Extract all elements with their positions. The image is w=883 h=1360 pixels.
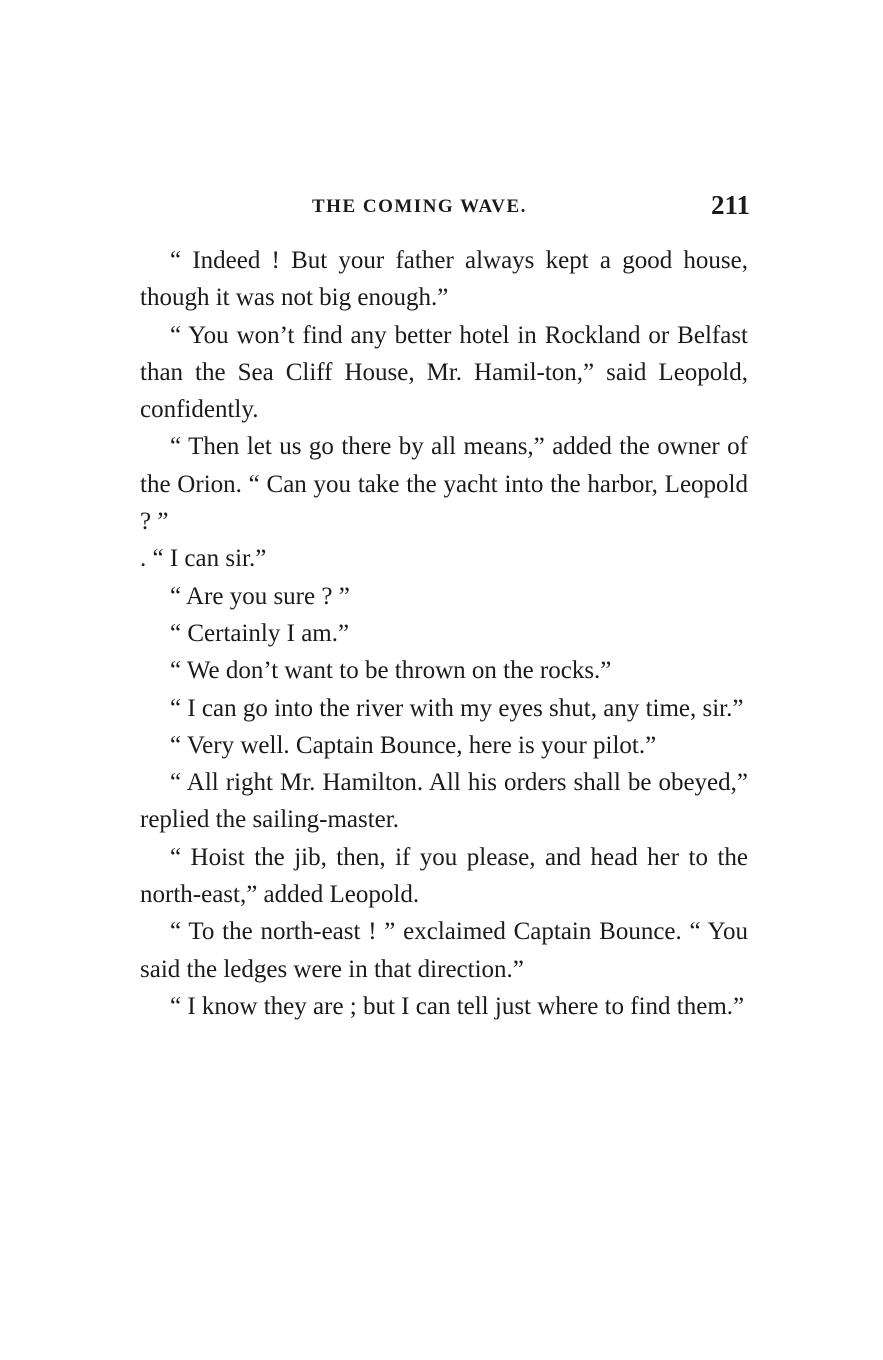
paragraph: “ Indeed ! But your father always kept a good house, though it was not big enough.”	[140, 247, 748, 312]
paragraph: “ Are you sure ? ”	[170, 582, 350, 610]
paragraph: “ To the north-east ! ” exclaimed Captain Bounce. “ You said the ledges were in that direction.”	[140, 918, 748, 983]
paragraph: “ Hoist the jib, then, if you please, and head her to the north-east,” added Leopold.	[140, 843, 748, 909]
paragraph: “ Certainly I am.”	[170, 619, 350, 647]
paragraph: “ Then let us go there by all means,” added the owner of the Orion. “ Can you take the yacht into the harbor, Leopold ? ”	[140, 433, 748, 536]
paragraph: “ We don’t want to be thrown on the rocks.”	[170, 657, 612, 685]
paragraph: “ Very well. Captain Bounce, here is your pilot.”	[170, 731, 657, 759]
paragraph: “ All right Mr. Hamilton. All his orders shall be obeyed,” replied the sailing-master.	[140, 769, 748, 834]
paragraph: “ You won’t find any better hotel in Rockland or Belfast than the Sea Cliff House, Mr. Hamil-ton,” said Leopold, confidently.	[140, 321, 748, 424]
paragraph: “ I can go into the river with my eyes shut, any time, sir.”	[170, 694, 744, 722]
paragraph: “ I know they are ; but I can tell just where to find them.”	[170, 992, 745, 1020]
page-number: 211	[710, 190, 750, 220]
running-title: THE COMING WAVE.	[312, 196, 527, 217]
body-text	[140, 242, 748, 1025]
page-header	[140, 190, 750, 226]
paragraph: . “ I can sir.”	[140, 545, 267, 573]
